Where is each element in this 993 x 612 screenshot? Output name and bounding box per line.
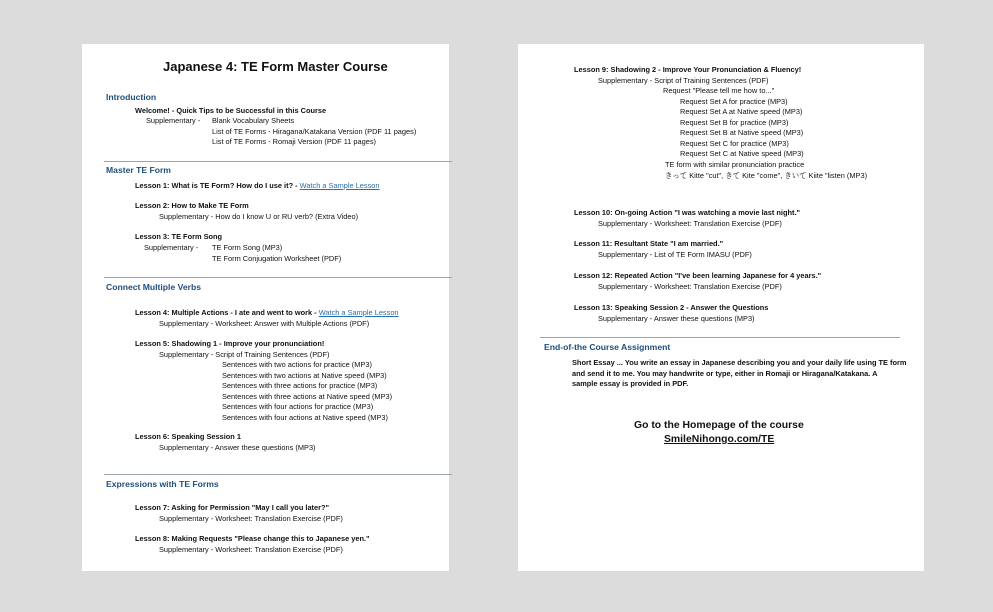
- homepage-link[interactable]: SmileNihongo.com/TE: [664, 434, 775, 445]
- supplementary-item: Sentences with four actions at Native speed (MP3): [222, 412, 388, 422]
- watch-sample-lesson-link[interactable]: Watch a Sample Lesson: [299, 181, 380, 190]
- essay-line: Short Essay ... You write an essay in Japanese describing you and your daily life using TE form: [572, 358, 907, 367]
- lesson-1: [135, 181, 380, 191]
- watch-sample-lesson-link[interactable]: Watch a Sample Lesson: [318, 308, 399, 317]
- supplementary-item: TE form with similar pronunciation practice: [665, 160, 805, 169]
- supplementary-item: Sentences with three actions for practice (MP3): [222, 381, 378, 390]
- supplementary-item: TE Form Conjugation Worksheet (PDF): [212, 254, 342, 263]
- section-heading-master: Master TE Form: [106, 165, 171, 175]
- lesson-1-title: Lesson 1: What is TE Form? How do I use it? -: [135, 181, 298, 190]
- supplementary-item: TE Form Song (MP3): [212, 243, 283, 252]
- section-heading-end-assignment: End-of-the Course Assignment: [544, 342, 671, 352]
- divider: [104, 474, 452, 475]
- supplementary-item: Supplementary - Worksheet: Translation Exercise (PDF): [598, 218, 782, 228]
- course-page-1: [82, 44, 449, 571]
- supplementary-item: Request Set A for practice (MP3): [680, 96, 788, 106]
- section-heading-connect: Connect Multiple Verbs: [106, 282, 202, 292]
- supplementary-item: Blank Vocabulary Sheets: [212, 116, 295, 125]
- lesson-8: Lesson 8: Making Requests "Please change this to Japanese yen.": [135, 534, 370, 543]
- divider: [104, 277, 452, 278]
- supplementary-item: Request Set A at Native speed (MP3): [680, 107, 803, 116]
- supplementary-item: Supplementary - Script of Training Sentences (PDF): [159, 349, 330, 359]
- divider: [540, 337, 900, 338]
- supplementary-item: きって Kitte "cut", きて Kite "come", きいて Kiite "listen (MP3): [665, 170, 868, 180]
- supplementary-item: Supplementary - Worksheet: Answer with Multiple Actions (PDF): [159, 318, 370, 328]
- supplementary-item: Request Set C at Native speed (MP3): [680, 149, 804, 158]
- lesson-6: Lesson 6: Speaking Session 1: [135, 432, 241, 441]
- supplementary-item: Supplementary - Worksheet: Translation Exercise (PDF): [598, 281, 782, 291]
- supplementary-item: List of TE Forms - Romaji Version (PDF 11 pages): [212, 137, 377, 146]
- supplementary-item: Supplementary - Worksheet: Translation Exercise (PDF): [159, 544, 343, 554]
- lesson-12: Lesson 12: Repeated Action "I've been learning Japanese for 4 years.": [574, 271, 822, 280]
- supplementary-label: Supplementary -: [144, 243, 199, 252]
- essay-line: and send it to me. You may handwrite or type, either in Romaji or Hiragana/Katakana. A: [572, 368, 878, 378]
- lesson-7: Lesson 7: Asking for Permission "May I call you later?": [135, 503, 330, 512]
- supplementary-item: Supplementary - Answer these questions (MP3): [598, 313, 755, 323]
- supplementary-item: Supplementary - Answer these questions (MP3): [159, 442, 316, 452]
- supplementary-item: Request Set C for practice (MP3): [680, 138, 789, 148]
- lesson-welcome: Welcome! - Quick Tips to be Successful in this Course: [135, 106, 327, 115]
- lesson-2: Lesson 2: How to Make TE Form: [135, 201, 249, 210]
- section-heading-introduction: Introduction: [106, 92, 157, 102]
- supplementary-item: Supplementary - Worksheet: Translation Exercise (PDF): [159, 513, 343, 523]
- lesson-9: Lesson 9: Shadowing 2 - Improve Your Pronunciation & Fluency!: [574, 65, 802, 74]
- request-heading: Request "Please tell me how to...": [663, 86, 775, 95]
- lesson-4: [135, 308, 399, 318]
- supplementary-item: Request Set B at Native speed (MP3): [680, 128, 804, 137]
- supplementary-item: Supplementary - How do I know U or RU verb? (Extra Video): [159, 211, 359, 221]
- supplementary-item: List of TE Forms - Hiragana/Katakana Version (PDF 11 pages): [212, 126, 417, 136]
- supplementary-item: Supplementary - Script of Training Sentences (PDF): [598, 75, 769, 85]
- divider: [104, 161, 452, 162]
- supplementary-item: Sentences with three actions at Native speed (MP3): [222, 391, 393, 401]
- lesson-5: Lesson 5: Shadowing 1 - Improve your pronunciation!: [135, 339, 325, 348]
- lesson-11: Lesson 11: Resultant State "I am married.": [574, 239, 724, 248]
- lesson-4-title: Lesson 4: Multiple Actions - I ate and went to work -: [135, 308, 317, 317]
- section-heading-expressions: Expressions with TE Forms: [106, 479, 219, 489]
- supplementary-item: Supplementary - List of TE Form IMASU (PDF): [598, 249, 752, 259]
- supplementary-label: Supplementary -: [146, 116, 201, 125]
- supplementary-item: Sentences with four actions for practice (MP3): [222, 402, 374, 411]
- supplementary-item: Sentences with two actions for practice (MP3): [222, 360, 372, 369]
- supplementary-item: Request Set B for practice (MP3): [680, 117, 789, 127]
- lesson-3: Lesson 3: TE Form Song: [135, 232, 223, 241]
- essay-line: sample essay is provided in PDF.: [572, 379, 689, 388]
- lesson-10: Lesson 10: On-going Action "I was watching a movie last night.": [574, 208, 801, 217]
- homepage-text: Go to the Homepage of the course: [634, 420, 804, 431]
- lesson-13: Lesson 13: Speaking Session 2 - Answer the Questions: [574, 303, 769, 312]
- course-page-2: [518, 44, 924, 571]
- supplementary-item: Sentences with two actions at Native speed (MP3): [222, 370, 387, 380]
- page-title: Japanese 4: TE Form Master Course: [163, 59, 388, 74]
